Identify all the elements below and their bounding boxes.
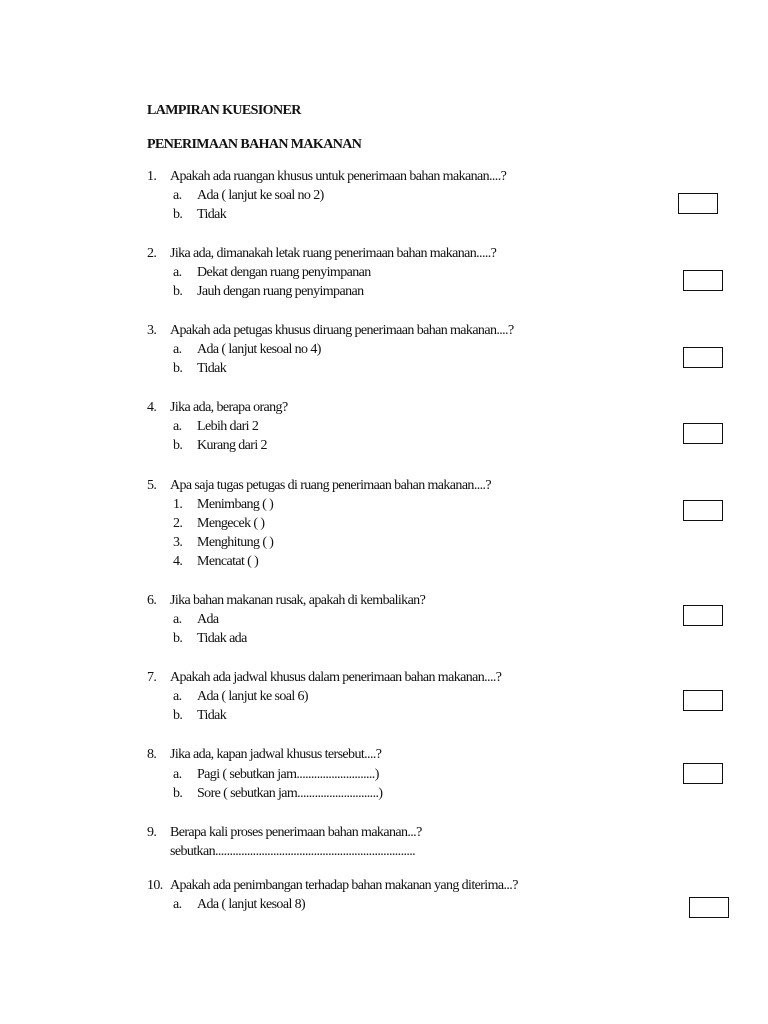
question-number: 8. [147, 747, 157, 762]
option-label: a. [173, 188, 182, 203]
question-number: 1. [147, 169, 157, 184]
question-number: 7. [147, 670, 157, 685]
question-number: 5. [147, 478, 157, 493]
option-label: 2. [173, 516, 183, 531]
question-number: 10. [147, 878, 163, 893]
option-label: b. [173, 361, 183, 376]
option-text: Pagi ( sebutkan jam...........................) [197, 767, 379, 782]
answer-box[interactable] [683, 423, 723, 444]
option-text: Menimbang ( ) [197, 497, 274, 512]
answer-box[interactable] [683, 347, 723, 368]
question-number: 4. [147, 400, 157, 415]
option-text: Jauh dengan ruang penyimpanan [197, 284, 364, 299]
option-text: Sore ( sebutkan jam............................) [197, 786, 383, 801]
question-text: Berapa kali proses penerimaan bahan makanan...? [170, 825, 422, 840]
answer-box[interactable] [683, 605, 723, 626]
answer-box[interactable] [683, 690, 723, 711]
option-label: 4. [173, 554, 183, 569]
option-label: a. [173, 612, 182, 627]
option-text: Lebih dari 2 [197, 419, 259, 434]
option-text: Ada ( lanjut kesoal 8) [197, 897, 306, 912]
question-number: 9. [147, 825, 157, 840]
question-text: Jika ada, berapa orang? [170, 400, 288, 415]
fill-in-line: sebutkan..................................................................... [170, 844, 416, 859]
option-text: Tidak [197, 708, 227, 723]
question-text: Jika ada, kapan jadwal khusus tersebut....? [170, 747, 382, 762]
option-text: Tidak [197, 361, 227, 376]
option-label: b. [173, 708, 183, 723]
option-text: Menghitung ( ) [197, 535, 274, 550]
option-label: a. [173, 689, 182, 704]
option-label: b. [173, 786, 183, 801]
answer-box[interactable] [678, 193, 718, 214]
option-label: b. [173, 438, 183, 453]
option-text: Kurang dari 2 [197, 438, 267, 453]
option-label: a. [173, 342, 182, 357]
option-label: b. [173, 207, 183, 222]
option-text: Tidak ada [197, 631, 247, 646]
page-title: LAMPIRAN KUESIONER [147, 103, 301, 118]
question-text: Apakah ada ruangan khusus untuk penerimaan bahan makanan....? [170, 169, 507, 184]
question-text: Apakah ada penimbangan terhadap bahan makanan yang diterima...? [170, 878, 518, 893]
answer-box[interactable] [683, 500, 723, 521]
option-text: Ada ( lanjut ke soal 6) [197, 689, 308, 704]
answer-box[interactable] [689, 897, 729, 918]
option-label: 3. [173, 535, 183, 550]
question-text: Apa saja tugas petugas di ruang penerimaan bahan makanan....? [170, 478, 492, 493]
option-label: a. [173, 897, 182, 912]
option-label: b. [173, 284, 183, 299]
question-number: 6. [147, 593, 157, 608]
option-text: Tidak [197, 207, 227, 222]
question-text: Apakah ada petugas khusus diruang penerimaan bahan makanan....? [170, 323, 514, 338]
option-text: Mengecek ( ) [197, 516, 265, 531]
option-text: Mencatat ( ) [197, 554, 259, 569]
option-text: Ada ( lanjut kesoal no 4) [197, 342, 321, 357]
question-text: Jika ada, dimanakah letak ruang penerimaan bahan makanan.....? [170, 246, 497, 261]
answer-box[interactable] [683, 270, 723, 291]
section-title: PENERIMAAN BAHAN MAKANAN [147, 137, 362, 152]
question-text: Apakah ada jadwal khusus dalam penerimaan bahan makanan....? [170, 670, 502, 685]
option-label: a. [173, 767, 182, 782]
option-label: a. [173, 419, 182, 434]
option-label: 1. [173, 497, 183, 512]
question-number: 2. [147, 246, 157, 261]
answer-box[interactable] [683, 763, 723, 784]
option-text: Ada [197, 612, 219, 627]
option-label: b. [173, 631, 183, 646]
option-text: Ada ( lanjut ke soal no 2) [197, 188, 324, 203]
option-label: a. [173, 265, 182, 280]
question-number: 3. [147, 323, 157, 338]
option-text: Dekat dengan ruang penyimpanan [197, 265, 371, 280]
question-text: Jika bahan makanan rusak, apakah di kembalikan? [170, 593, 426, 608]
